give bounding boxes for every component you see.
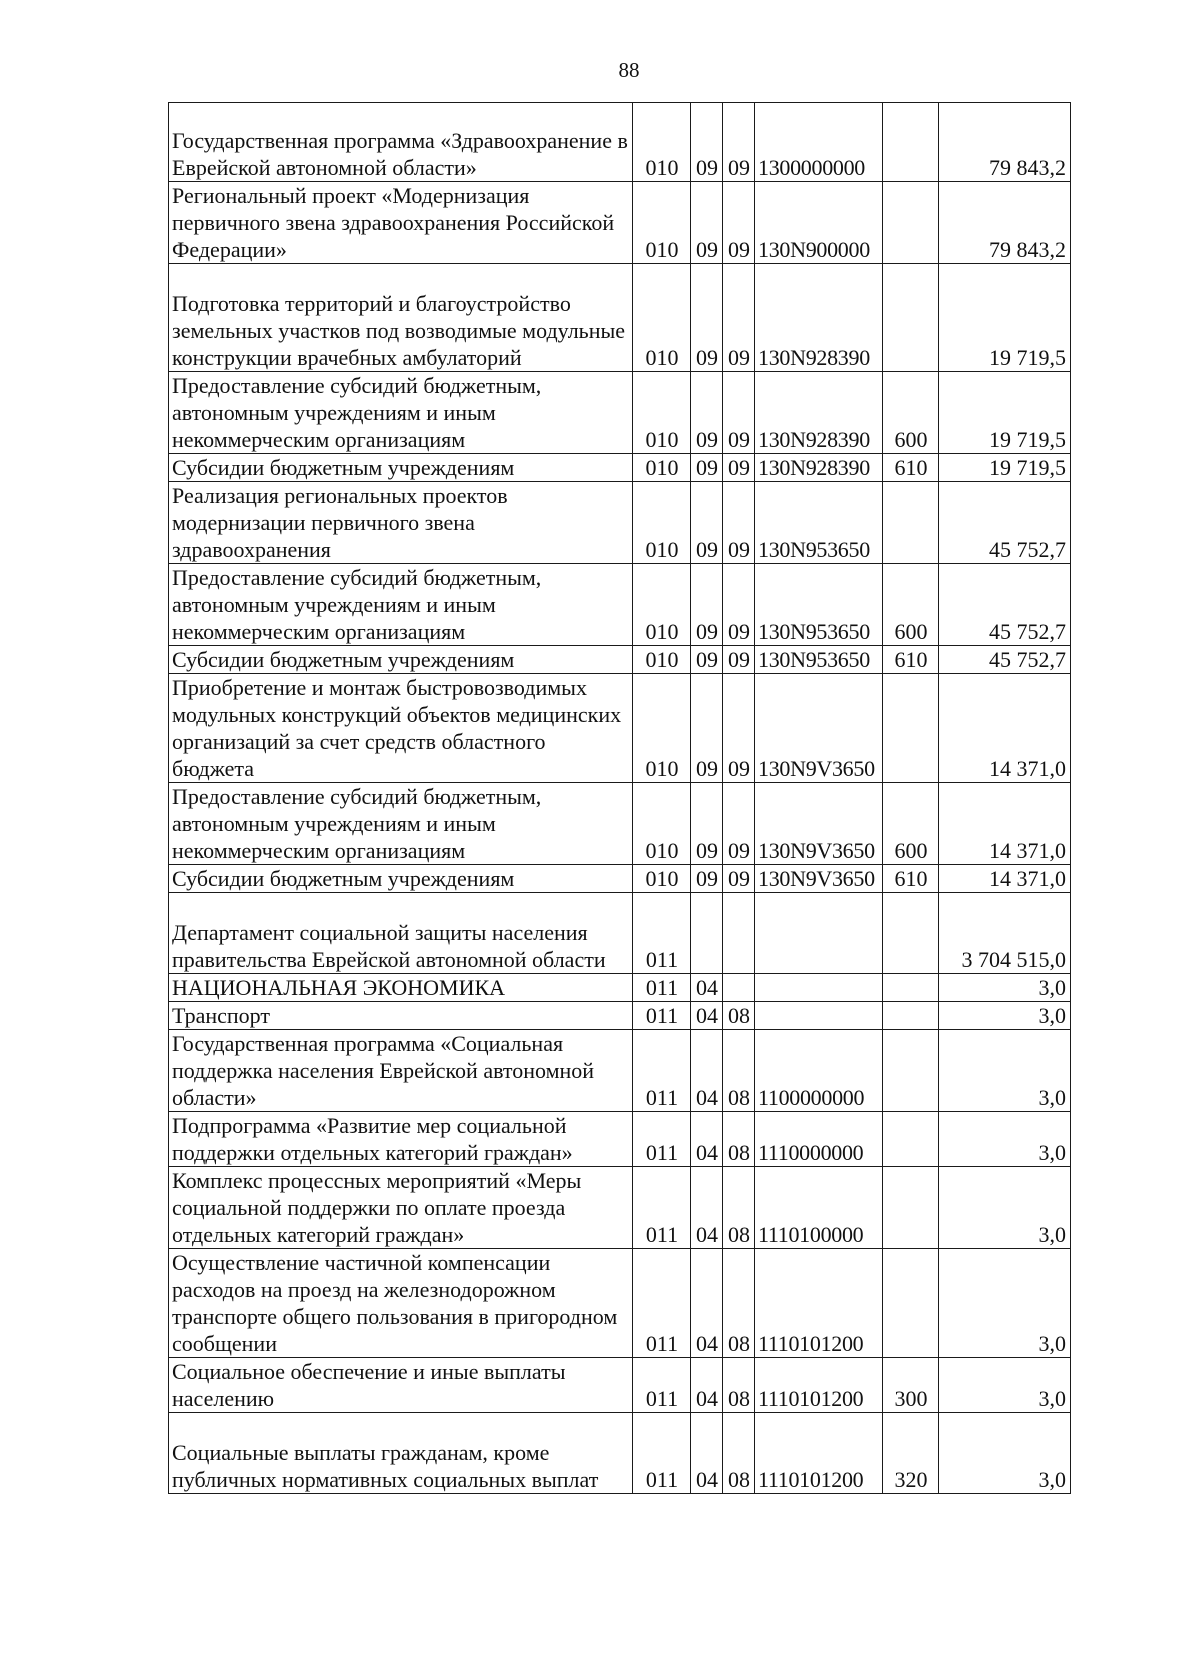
ministry-code-cell: 011 [633, 1002, 691, 1030]
row-name-cell: Приобретение и монтаж быстровозводимых модульных конструкций объектов медицинских организаций за счет средств областного бюджета [169, 674, 633, 783]
expense-type-cell [883, 974, 939, 1002]
amount-cell: 3,0 [939, 1112, 1071, 1167]
target-article-cell: 1110101200 [755, 1358, 883, 1413]
subsection-cell [723, 974, 755, 1002]
table-row [169, 182, 1071, 264]
section-cell: 09 [691, 103, 723, 182]
row-name-cell: Государственная программа «Социальная поддержка населения Еврейской автономной области» [169, 1030, 633, 1112]
section-cell: 04 [691, 1413, 723, 1494]
section-cell: 09 [691, 182, 723, 264]
target-article-cell: 130N900000 [755, 182, 883, 264]
section-cell: 04 [691, 1112, 723, 1167]
expense-type-cell: 610 [883, 454, 939, 482]
target-article-cell: 130N953650 [755, 482, 883, 564]
amount-cell: 19 719,5 [939, 264, 1071, 372]
amount-cell: 3,0 [939, 1167, 1071, 1249]
table-row [169, 974, 1071, 1002]
table-row [169, 1030, 1071, 1112]
table-row [169, 372, 1071, 454]
target-article-cell [755, 1002, 883, 1030]
subsection-cell: 09 [723, 482, 755, 564]
expense-type-cell [883, 182, 939, 264]
table-row [169, 1002, 1071, 1030]
section-cell: 09 [691, 454, 723, 482]
expense-type-cell: 610 [883, 865, 939, 893]
ministry-code-cell: 011 [633, 1112, 691, 1167]
table-row [169, 1358, 1071, 1413]
section-cell: 09 [691, 646, 723, 674]
subsection-cell: 09 [723, 564, 755, 646]
ministry-code-cell: 011 [633, 1249, 691, 1358]
row-name-cell: Государственная программа «Здравоохранение в Еврейской автономной области» [169, 103, 633, 182]
amount-cell: 14 371,0 [939, 674, 1071, 783]
row-name-cell: Комплекс процессных мероприятий «Меры социальной поддержки по оплате проезда отдельных категорий граждан» [169, 1167, 633, 1249]
ministry-code-cell: 010 [633, 674, 691, 783]
expense-type-cell: 320 [883, 1413, 939, 1494]
expense-type-cell [883, 103, 939, 182]
amount-cell: 79 843,2 [939, 103, 1071, 182]
target-article-cell: 130N953650 [755, 564, 883, 646]
subsection-cell: 09 [723, 783, 755, 865]
subsection-cell: 09 [723, 674, 755, 783]
amount-cell: 14 371,0 [939, 865, 1071, 893]
target-article-cell: 1110000000 [755, 1112, 883, 1167]
expense-type-cell: 300 [883, 1358, 939, 1413]
table-row [169, 103, 1071, 182]
table-row [169, 482, 1071, 564]
subsection-cell: 08 [723, 1002, 755, 1030]
target-article-cell: 130N928390 [755, 372, 883, 454]
row-name-cell: Реализация региональных проектов модернизации первичного звена здравоохранения [169, 482, 633, 564]
subsection-cell: 08 [723, 1030, 755, 1112]
ministry-code-cell: 010 [633, 372, 691, 454]
ministry-code-cell: 010 [633, 865, 691, 893]
section-cell: 04 [691, 974, 723, 1002]
expense-type-cell [883, 264, 939, 372]
budget-table [168, 102, 1071, 1494]
subsection-cell: 09 [723, 646, 755, 674]
section-cell: 04 [691, 1002, 723, 1030]
ministry-code-cell: 011 [633, 1413, 691, 1494]
ministry-code-cell: 010 [633, 646, 691, 674]
ministry-code-cell: 010 [633, 264, 691, 372]
amount-cell: 19 719,5 [939, 372, 1071, 454]
row-name-cell: Осуществление частичной компенсации расходов на проезд на железнодорожном транспорте общего пользования в пригородном сообщении [169, 1249, 633, 1358]
amount-cell: 3 704 515,0 [939, 893, 1071, 974]
target-article-cell: 1300000000 [755, 103, 883, 182]
expense-type-cell [883, 1112, 939, 1167]
row-name-cell: Предоставление субсидий бюджетным, автономным учреждениям и иным некоммерческим организациям [169, 564, 633, 646]
amount-cell: 3,0 [939, 974, 1071, 1002]
row-name-cell: Субсидии бюджетным учреждениям [169, 865, 633, 893]
table-row [169, 564, 1071, 646]
amount-cell: 3,0 [939, 1358, 1071, 1413]
ministry-code-cell: 011 [633, 1358, 691, 1413]
expense-type-cell: 600 [883, 372, 939, 454]
expense-type-cell [883, 1002, 939, 1030]
ministry-code-cell: 010 [633, 482, 691, 564]
subsection-cell: 08 [723, 1413, 755, 1494]
page-number: 88 [618, 58, 640, 82]
expense-type-cell [883, 1030, 939, 1112]
ministry-code-cell: 011 [633, 1167, 691, 1249]
amount-cell: 19 719,5 [939, 454, 1071, 482]
target-article-cell: 130N928390 [755, 264, 883, 372]
amount-cell: 45 752,7 [939, 564, 1071, 646]
subsection-cell: 09 [723, 103, 755, 182]
amount-cell: 3,0 [939, 1030, 1071, 1112]
row-name-cell: Субсидии бюджетным учреждениям [169, 646, 633, 674]
amount-cell: 3,0 [939, 1002, 1071, 1030]
ministry-code-cell: 010 [633, 182, 691, 264]
expense-type-cell [883, 482, 939, 564]
table-row [169, 1413, 1071, 1494]
section-cell: 09 [691, 372, 723, 454]
section-cell [691, 893, 723, 974]
subsection-cell: 08 [723, 1167, 755, 1249]
row-name-cell: Региональный проект «Модернизация первичного звена здравоохранения Российской Федерации» [169, 182, 633, 264]
row-name-cell: Предоставление субсидий бюджетным, автономным учреждениям и иным некоммерческим организациям [169, 783, 633, 865]
section-cell: 04 [691, 1358, 723, 1413]
amount-cell: 3,0 [939, 1413, 1071, 1494]
table-row [169, 264, 1071, 372]
target-article-cell: 130N953650 [755, 646, 883, 674]
expense-type-cell: 600 [883, 783, 939, 865]
amount-cell: 45 752,7 [939, 646, 1071, 674]
target-article-cell: 1110101200 [755, 1413, 883, 1494]
section-cell: 04 [691, 1030, 723, 1112]
subsection-cell: 09 [723, 372, 755, 454]
subsection-cell: 08 [723, 1249, 755, 1358]
section-cell: 09 [691, 564, 723, 646]
ministry-code-cell: 011 [633, 974, 691, 1002]
expense-type-cell: 600 [883, 564, 939, 646]
amount-cell: 3,0 [939, 1249, 1071, 1358]
table-row [169, 865, 1071, 893]
target-article-cell: 130N9V3650 [755, 674, 883, 783]
ministry-code-cell: 010 [633, 103, 691, 182]
ministry-code-cell: 010 [633, 783, 691, 865]
expense-type-cell [883, 1249, 939, 1358]
amount-cell: 14 371,0 [939, 783, 1071, 865]
table-row [169, 454, 1071, 482]
table-row [169, 646, 1071, 674]
subsection-cell: 09 [723, 264, 755, 372]
target-article-cell [755, 974, 883, 1002]
section-cell: 04 [691, 1249, 723, 1358]
subsection-cell: 09 [723, 865, 755, 893]
target-article-cell: 130N9V3650 [755, 783, 883, 865]
section-cell: 09 [691, 783, 723, 865]
amount-cell: 45 752,7 [939, 482, 1071, 564]
ministry-code-cell: 011 [633, 1030, 691, 1112]
row-name-cell: Предоставление субсидий бюджетным, автономным учреждениям и иным некоммерческим организациям [169, 372, 633, 454]
section-cell: 09 [691, 674, 723, 783]
table-row [169, 893, 1071, 974]
row-name-cell: Подпрограмма «Развитие мер социальной поддержки отдельных категорий граждан» [169, 1112, 633, 1167]
row-name-cell: Департамент социальной защиты населения правительства Еврейской автономной области [169, 893, 633, 974]
table-row [169, 1167, 1071, 1249]
table-row [169, 674, 1071, 783]
ministry-code-cell: 010 [633, 454, 691, 482]
target-article-cell: 1100000000 [755, 1030, 883, 1112]
target-article-cell: 1110101200 [755, 1249, 883, 1358]
table-row [169, 1112, 1071, 1167]
row-name-cell: НАЦИОНАЛЬНАЯ ЭКОНОМИКА [169, 974, 633, 1002]
row-name-cell: Транспорт [169, 1002, 633, 1030]
section-cell: 04 [691, 1167, 723, 1249]
subsection-cell: 09 [723, 182, 755, 264]
target-article-cell [755, 893, 883, 974]
target-article-cell: 130N9V3650 [755, 865, 883, 893]
ministry-code-cell: 011 [633, 893, 691, 974]
table-row [169, 1249, 1071, 1358]
table-row [169, 783, 1071, 865]
subsection-cell [723, 893, 755, 974]
target-article-cell: 1110100000 [755, 1167, 883, 1249]
expense-type-cell [883, 1167, 939, 1249]
section-cell: 09 [691, 482, 723, 564]
subsection-cell: 09 [723, 454, 755, 482]
subsection-cell: 08 [723, 1358, 755, 1413]
row-name-cell: Субсидии бюджетным учреждениям [169, 454, 633, 482]
expense-type-cell: 610 [883, 646, 939, 674]
section-cell: 09 [691, 264, 723, 372]
subsection-cell: 08 [723, 1112, 755, 1167]
table-body [169, 103, 1071, 1494]
section-cell: 09 [691, 865, 723, 893]
row-name-cell: Социальные выплаты гражданам, кроме публичных нормативных социальных выплат [169, 1413, 633, 1494]
expense-type-cell [883, 893, 939, 974]
amount-cell: 79 843,2 [939, 182, 1071, 264]
row-name-cell: Подготовка территорий и благоустройство земельных участков под возводимые модульные конструкции врачебных амбулаторий [169, 264, 633, 372]
target-article-cell: 130N928390 [755, 454, 883, 482]
row-name-cell: Социальное обеспечение и иные выплаты населению [169, 1358, 633, 1413]
expense-type-cell [883, 674, 939, 783]
ministry-code-cell: 010 [633, 564, 691, 646]
